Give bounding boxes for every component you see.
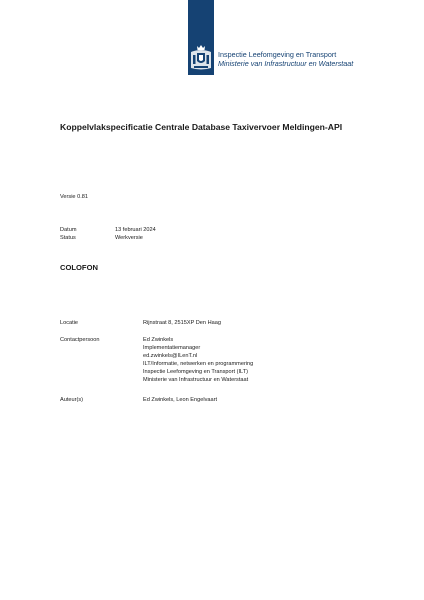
contact-line: Ed Zwinkels bbox=[143, 337, 174, 343]
document-title: Koppelvlakspecificatie Centrale Database Taxivervoer Meldingen-API bbox=[60, 122, 343, 132]
status-label: Status bbox=[60, 235, 76, 241]
org-name-line2: Ministerie van Infrastructuur en Waterstaat bbox=[218, 59, 354, 68]
date-value: 13 februari 2024 bbox=[115, 227, 156, 233]
contact-line: Ministerie van Infrastructuur en Waterstaat bbox=[143, 377, 249, 384]
status-value: Werkversie bbox=[115, 235, 143, 241]
contact-email: ed.zwinkels@ILenT.nl bbox=[143, 353, 198, 360]
contact-line: Inspectie Leefomgeving en Transport (ILT) bbox=[143, 369, 248, 376]
org-name-line1: Inspectie Leefomgeving en Transport bbox=[218, 50, 337, 59]
authors-label: Auteur(s) bbox=[60, 397, 84, 403]
colofon-heading: COLOFON bbox=[60, 263, 98, 272]
coat-of-arms-icon bbox=[189, 44, 213, 72]
organisation-name bbox=[218, 50, 418, 68]
location-value: Rijnstraat 8, 2515XP Den Haag bbox=[143, 320, 221, 326]
authors-value: Ed Zwinkels, Leon Engelvaart bbox=[143, 397, 218, 403]
contact-line: Implementatiemanager bbox=[143, 345, 201, 352]
contact-block bbox=[143, 336, 253, 385]
date-label: Datum bbox=[60, 227, 77, 233]
version-label: Versie 0.81 bbox=[60, 194, 88, 200]
contact-line: ILT/Informatie, netwerken en programmering bbox=[143, 361, 254, 368]
contact-label: Contactpersoon bbox=[60, 337, 100, 343]
location-label: Locatie bbox=[60, 320, 79, 326]
